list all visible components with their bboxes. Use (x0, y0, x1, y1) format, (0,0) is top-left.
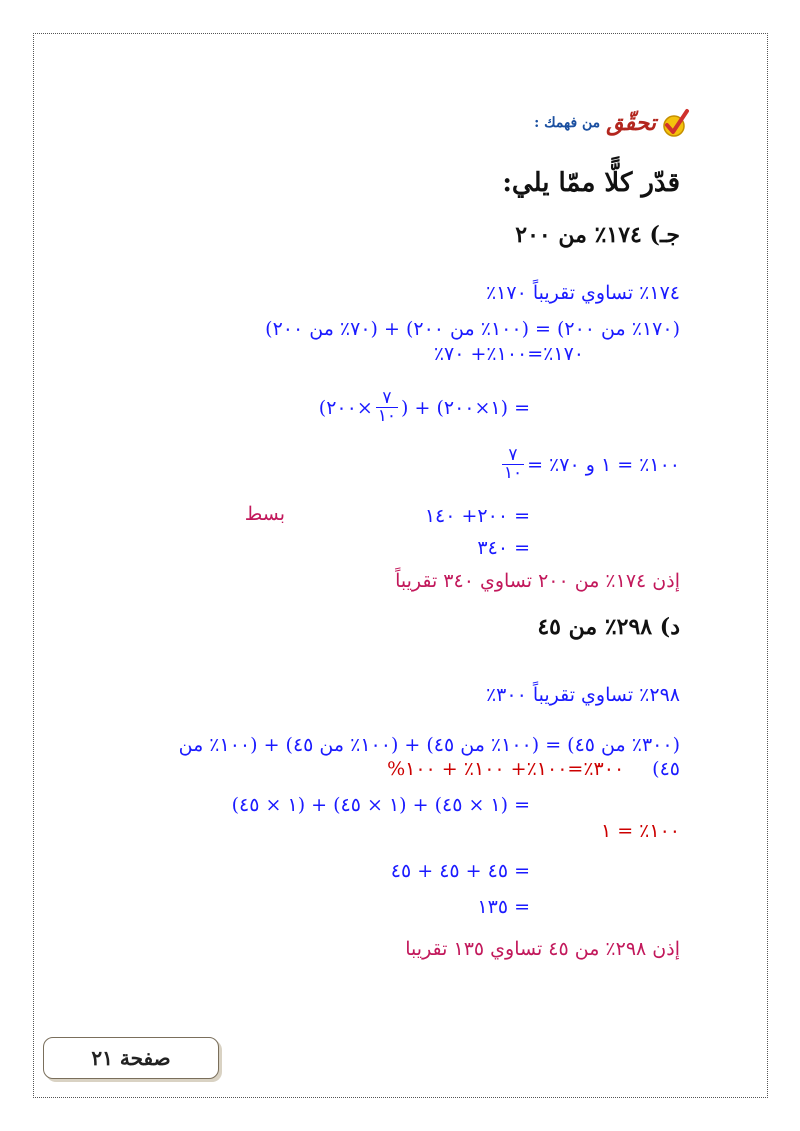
fraction-seven-tenths-2 (502, 447, 524, 482)
part-c-line-3: ١٧٠٪=١٠٠٪+ ٧٠٪ (433, 343, 584, 365)
part-d-line-1: ٢٩٨٪ تساوي تقريباً ٣٠٠٪ (485, 684, 680, 706)
part-c-conclusion: إذن ١٧٤٪ من ٢٠٠ تساوي ٣٤٠ تقريباً (395, 570, 680, 592)
part-c-line-7: = ٣٤٠ (477, 537, 530, 559)
part-c-line-2: (١٧٠٪ من ٢٠٠) = (١٠٠٪ من ٢٠٠) + (٧٠٪ من ٢٠٠) (265, 318, 680, 340)
part-c-line-6: = ٢٠٠+ ١٤٠ (424, 505, 530, 527)
question-heading: قدّر كلًّا ممّا يلي: (502, 168, 680, 198)
part-c-line-4-a: = (١×٢٠٠) + ( (401, 396, 530, 419)
part-d-line-6: = ٤٥ + ٤٥ + ٤٥ (390, 860, 530, 882)
header-title: تحقّق (606, 110, 656, 136)
part-d-line-3-b: ٣٠٠٪=١٠٠٪+ ١٠٠٪ + ١٠٠% (387, 758, 625, 780)
part-d-line-5: ١٠٠٪ = ١ (600, 820, 680, 842)
part-d-line-3 (387, 758, 680, 780)
check-understanding-header (534, 108, 690, 138)
fraction-seven-tenths (376, 390, 398, 425)
part-d-conclusion: إذن ٢٩٨٪ من ٤٥ تساوي ١٣٥ تقريبا (405, 938, 680, 960)
part-c-line-4-b: ×٢٠٠) (318, 396, 373, 419)
page-number-label: صفحة ٢١ (91, 1046, 171, 1070)
fraction-denominator: ١٠ (377, 406, 397, 426)
fraction-numerator: ٧ (508, 445, 518, 465)
page-number-tab (43, 1037, 219, 1079)
part-c-line-5 (499, 447, 680, 482)
part-d-label: د) ٢٩٨٪ من ٤٥ (537, 614, 680, 640)
part-c-simplify-note: بسط (244, 503, 285, 525)
part-c-label: جـ) ١٧٤٪ من ٢٠٠ (515, 222, 680, 248)
checkmark-badge-icon (662, 108, 690, 138)
part-d-line-2: (٣٠٠٪ من ٤٥) = (١٠٠٪ من ٤٥) + (١٠٠٪ من ٤٥) + (١٠٠٪ من (178, 734, 680, 756)
part-c-line-1: ١٧٤٪ تساوي تقريباً ١٧٠٪ (485, 282, 680, 304)
part-c-line-5-a: ١٠٠٪ = ١ و ٧٠٪ = (527, 453, 680, 476)
header-subtitle: من فهمك : (534, 115, 601, 131)
fraction-numerator: ٧ (382, 388, 392, 408)
part-d-line-7: = ١٣٥ (477, 896, 530, 918)
part-d-line-3-a: ٤٥) (652, 758, 680, 780)
fraction-denominator: ١٠ (503, 463, 523, 483)
part-d-line-4: = (١ × ٤٥) + (١ × ٤٥) + (١ × ٤٥) (231, 794, 530, 816)
part-c-line-4 (319, 390, 530, 425)
